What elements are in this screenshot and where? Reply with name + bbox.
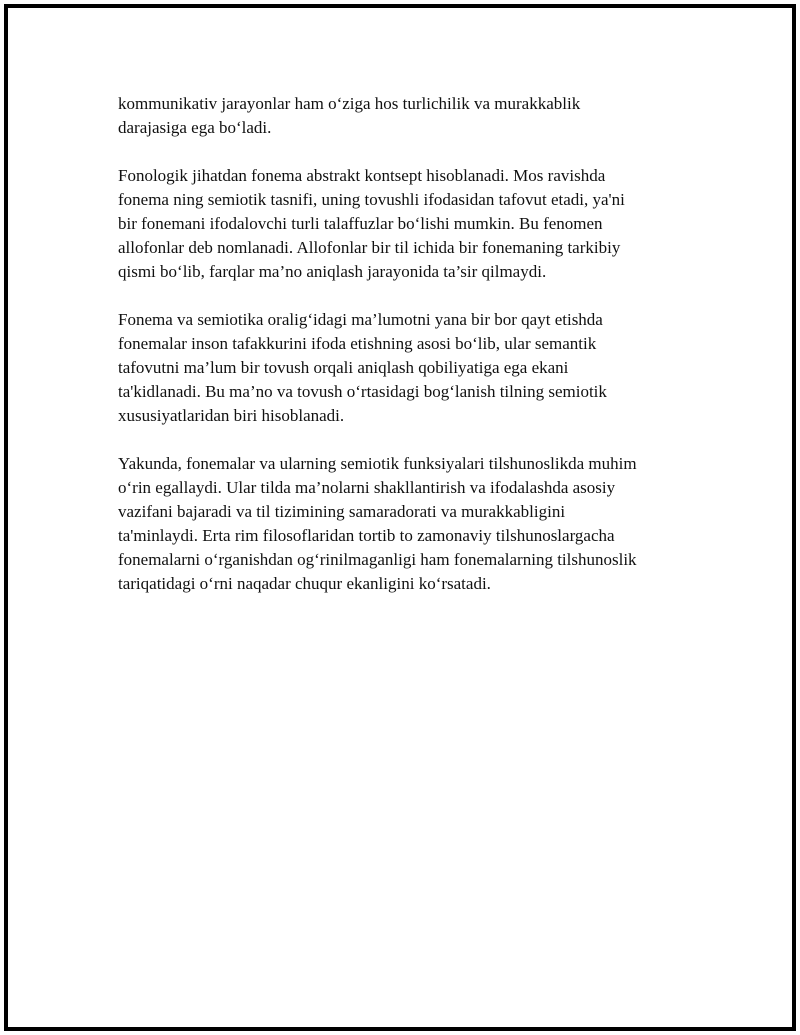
text-line: fonema ning semiotik tasnifi, uning tovushli ifodasidan tafovut etadi, ya'ni xyxy=(118,190,625,209)
text-line: fonemalar inson tafakkurini ifoda etishning asosi bo‘lib, ular semantik xyxy=(118,334,597,353)
paragraph-3 xyxy=(118,308,690,428)
document-body xyxy=(118,92,690,620)
text-line: allofonlar deb nomlanadi. Allofonlar bir til ichida bir fonemaning tarkibiy xyxy=(118,238,621,257)
text-line: qismi bo‘lib, farqlar ma’no aniqlash jarayonida ta’sir qilmaydi. xyxy=(118,262,547,281)
text-line: o‘rin egallaydi. Ular tilda ma’nolarni shakllantirish va ifodalashda asosiy xyxy=(118,478,616,497)
text-line: tafovutni ma’lum bir tovush orqali aniqlash qobiliyatiga ega ekani xyxy=(118,358,569,377)
text-line: vazifani bajaradi va til tizimining samaradorati va murakkabligini xyxy=(118,502,566,521)
text-line: ta'minlaydi. Erta rim filosoflaridan tortib to zamonaviy tilshunoslargacha xyxy=(118,526,615,545)
text-line: kommunikativ jarayonlar ham o‘ziga hos turlichilik va murakkablik xyxy=(118,94,581,113)
text-line: Yakunda, fonemalar va ularning semiotik funksiyalari tilshunoslikda muhim xyxy=(118,454,637,473)
paragraph-2 xyxy=(118,164,690,284)
text-line: Fonologik jihatdan fonema abstrakt kontsept hisoblanadi. Mos ravishda xyxy=(118,166,606,185)
paragraph-4 xyxy=(118,452,690,596)
paragraph-1 xyxy=(118,92,690,140)
text-line: bir fonemani ifodalovchi turli talaffuzlar bo‘lishi mumkin. Bu fenomen xyxy=(118,214,603,233)
text-line: ta'kidlanadi. Bu ma’no va tovush o‘rtasidagi bog‘lanish tilning semiotik xyxy=(118,382,607,401)
text-line: Fonema va semiotika oralig‘idagi ma’lumotni yana bir bor qayt etishda xyxy=(118,310,603,329)
text-line: fonemalarni o‘rganishdan og‘rinilmaganligi ham fonemalarning tilshunoslik xyxy=(118,550,637,569)
text-line: tariqatidagi o‘rni naqadar chuqur ekanligini ko‘rsatadi. xyxy=(118,574,491,593)
text-line: darajasiga ega bo‘ladi. xyxy=(118,118,272,137)
text-line: xususiyatlaridan biri hisoblanadi. xyxy=(118,406,345,425)
